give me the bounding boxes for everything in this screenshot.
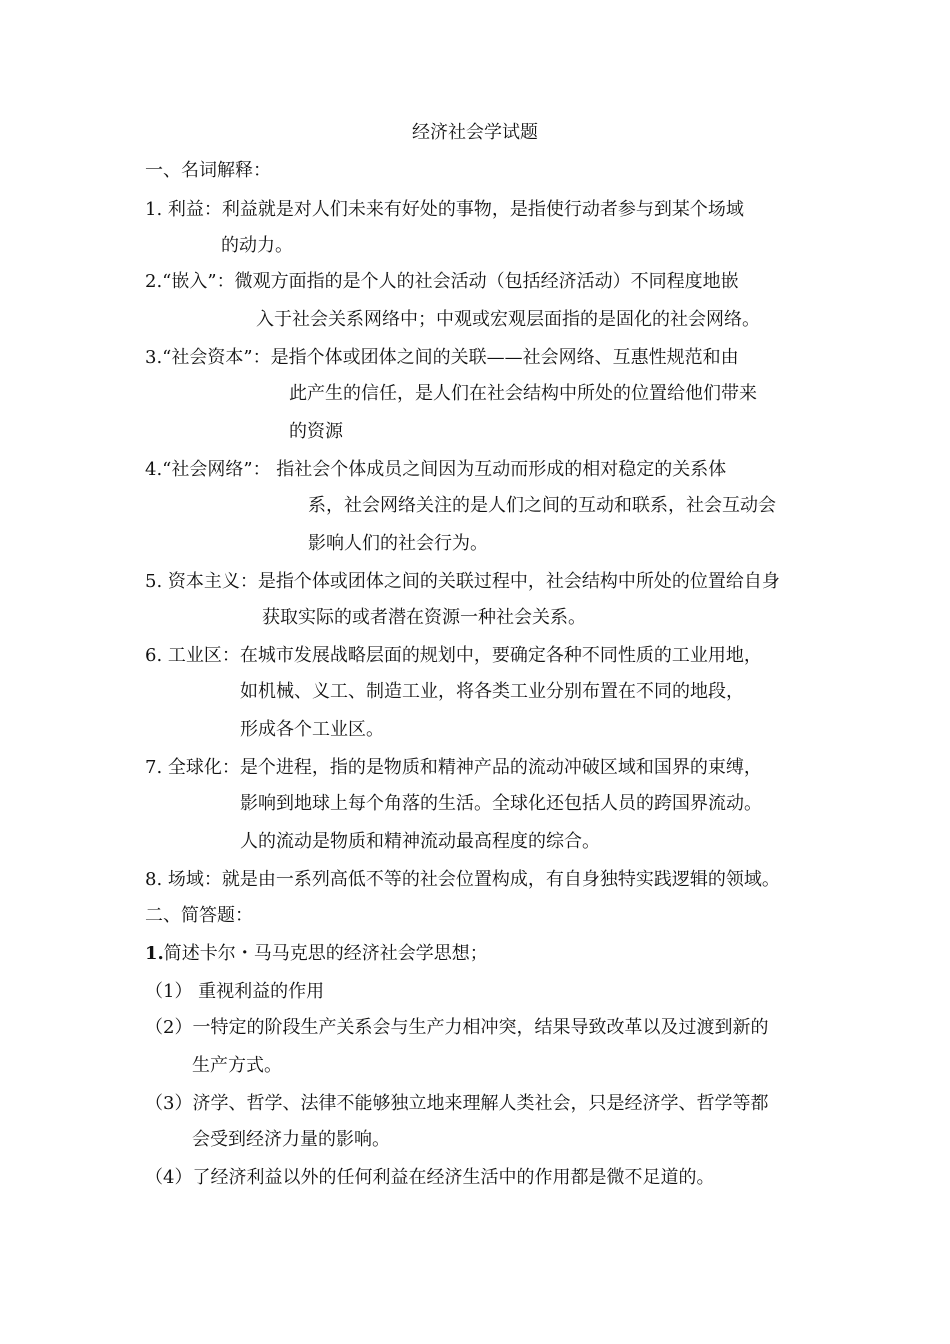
term-item-line: 系，社会网络关注的是人们之间的互动和联系，社会互动会 [308,495,776,516]
term-item-line: 2.“嵌入”：微观方面指的是个人的社会活动（包括经济活动）不同程度地嵌 [145,271,739,292]
answer-line: （3）济学、哲学、法律不能够独立地来理解人类社会，只是经济学、哲学等都 [145,1093,769,1114]
page-title: 经济社会学试题 [412,122,538,143]
term-item-line: 的动力。 [221,235,293,256]
answer-line: （4）了经济利益以外的任何利益在经济生活中的作用都是微不足道的。 [145,1167,715,1188]
term-item-line: 3.“社会资本”：是指个体或团体之间的关联——社会网络、互惠性规范和由 [145,347,739,368]
question-number: 1. [145,943,164,964]
term-item-line: 6. 工业区：在城市发展战略层面的规划中，要确定各种不同性质的工业用地， [145,645,762,666]
term-item-line: 4.“社会网络”： 指社会个体成员之间因为互动而形成的相对稳定的关系体 [145,459,727,480]
term-item-line: 人的流动是物质和精神流动最高程度的综合。 [240,831,600,852]
term-item-line: 7. 全球化：是个进程，指的是物质和精神产品的流动冲破区域和国界的束缚， [145,757,762,778]
section-heading-terms: 一、名词解释： [145,160,271,181]
term-item-line: 如机械、义工、制造工业，将各类工业分别布置在不同的地段， [240,681,744,702]
answer-line: 会受到经济力量的影响。 [192,1129,390,1150]
term-item-line: 形成各个工业区。 [240,719,384,740]
question-text: 简述卡尔・马马克思的经济社会学思想； [163,943,488,964]
question-1 [145,942,488,966]
answer-line: （2）一特定的阶段生产关系会与生产力相冲突，结果导致改革以及过渡到新的 [145,1017,769,1038]
term-item-line: 获取实际的或者潜在资源一种社会关系。 [262,607,586,628]
term-item-line: 8. 场域：就是由一系列高低不等的社会位置构成，有自身独特实践逻辑的领域。 [145,869,780,890]
term-item-line: 1. 利益：利益就是对人们未来有好处的事物，是指使行动者参与到某个场域 [145,199,744,220]
answer-line: （1） 重视利益的作用 [145,981,325,1002]
term-item-line: 的资源 [289,421,343,442]
answer-line: 生产方式。 [192,1055,282,1076]
term-item-line: 影响人们的社会行为。 [308,533,488,554]
term-item-line: 5. 资本主义：是指个体或团体之间的关联过程中，社会结构中所处的位置给自身 [145,571,780,592]
term-item-line: 影响到地球上每个角落的生活。全球化还包括人员的跨国界流动。 [240,793,762,814]
term-item-line: 入于社会关系网络中；中观或宏观层面指的是固化的社会网络。 [256,309,760,330]
section-heading-short-answer: 二、简答题： [145,905,253,926]
term-item-line: 此产生的信任，是人们在社会结构中所处的位置给他们带来 [289,383,757,404]
